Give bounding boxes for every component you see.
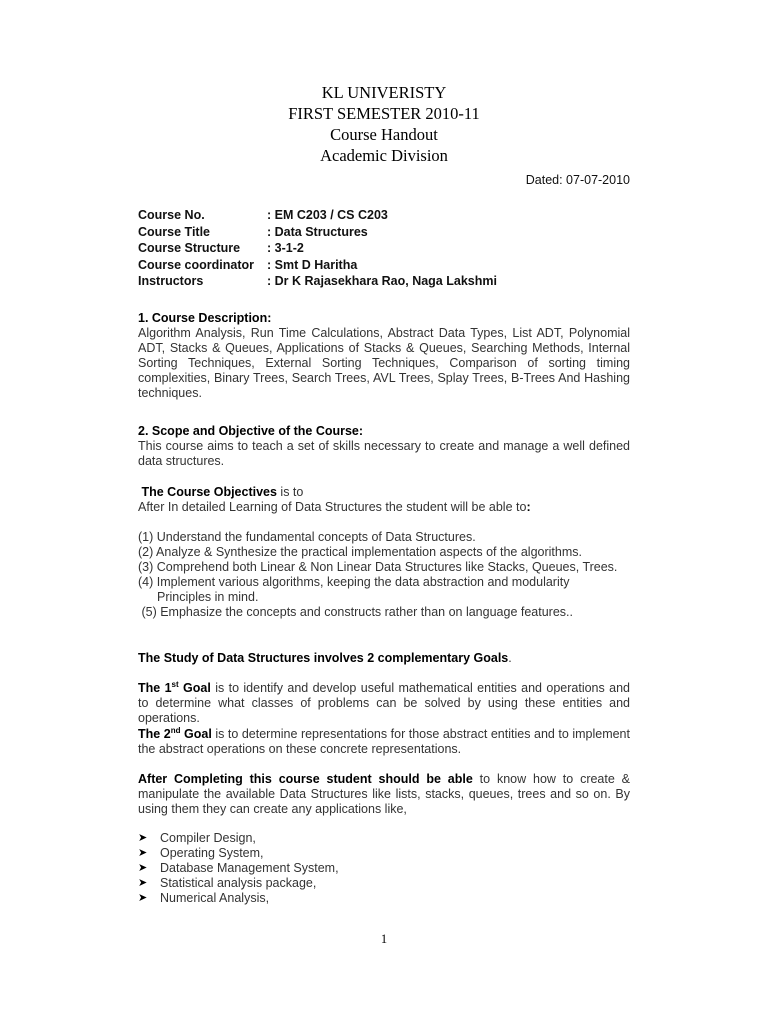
arrow-bullet-icon: ➤ bbox=[138, 877, 148, 889]
list-item bbox=[138, 831, 339, 846]
objective-item: (4) Implement various algorithms, keeping the data abstraction and modularity bbox=[138, 575, 570, 589]
goal-1-text: is to identify and develop useful mathematical entities and operations and to determine what classes of problems can be solved by using these entities and operations. bbox=[138, 681, 630, 725]
course-info-row bbox=[138, 257, 497, 274]
after-completing-text: to know how to create & manipulate the available Data Structures like lists, stacks, queues, trees and so on. By using them they can create any applications like, bbox=[138, 772, 630, 816]
semester-title: FIRST SEMESTER 2010-11 bbox=[288, 104, 480, 123]
objectives-title-bold: The Course Objectives bbox=[141, 485, 277, 499]
list-item-text: Statistical analysis package, bbox=[160, 876, 317, 890]
list-item bbox=[138, 876, 339, 891]
list-item bbox=[138, 891, 339, 906]
course-info-value: : EM C203 / CS C203 bbox=[267, 208, 388, 222]
list-item bbox=[138, 861, 339, 876]
course-info-value: : Dr K Rajasekhara Rao, Naga Lakshmi bbox=[267, 274, 497, 288]
list-item-text: Database Management System, bbox=[160, 861, 339, 875]
after-completing bbox=[138, 772, 630, 817]
objectives-title bbox=[138, 485, 630, 500]
course-info-table bbox=[138, 207, 497, 290]
course-info-value: : Data Structures bbox=[267, 224, 368, 239]
goal-1 bbox=[138, 681, 630, 726]
course-info-row bbox=[138, 273, 497, 290]
list-item bbox=[138, 846, 339, 861]
page-number: 1 bbox=[380, 932, 388, 946]
study-statement-end: . bbox=[508, 651, 512, 665]
course-info-row bbox=[138, 207, 497, 224]
section-heading: 1. Course Description: bbox=[138, 311, 272, 325]
course-info-label: Course Structure bbox=[138, 241, 241, 255]
goal-1-sup: st bbox=[171, 680, 179, 689]
list-item-text: Numerical Analysis, bbox=[160, 891, 270, 905]
division-title: Academic Division bbox=[320, 146, 448, 165]
objective-item: (2) Analyze & Synthesize the practical implementation aspects of the algorithms. bbox=[138, 545, 582, 559]
objective-item: (5) Emphasize the concepts and constructs rather than on language features.. bbox=[138, 605, 573, 619]
university-name: KL UNIVERISTY bbox=[321, 83, 447, 102]
goal-2 bbox=[138, 727, 630, 757]
goal-1-prefix: The 1 bbox=[138, 681, 172, 695]
course-info-label: Instructors bbox=[138, 274, 204, 288]
course-info-row bbox=[138, 224, 497, 241]
goal-1-label: Goal bbox=[178, 681, 211, 695]
handout-title: Course Handout bbox=[330, 125, 438, 144]
course-info-label: Course coordinator bbox=[138, 257, 254, 272]
goal-2-sup: nd bbox=[170, 726, 181, 735]
objectives-title-rest: is to bbox=[276, 485, 304, 499]
after-completing-bold: After Completing this course student should be able bbox=[138, 772, 473, 786]
course-info-label: Course No. bbox=[138, 208, 205, 222]
section-heading: 2. Scope and Objective of the Course: bbox=[138, 424, 364, 438]
objectives-section bbox=[138, 485, 630, 515]
scope-text: This course aims to teach a set of skills necessary to create and manage a well defined data structures. bbox=[138, 439, 630, 468]
list-item-text: Compiler Design, bbox=[160, 831, 256, 845]
course-info-value: : Smt D Haritha bbox=[267, 257, 358, 272]
goal-2-prefix: The 2 bbox=[138, 727, 171, 741]
course-description-section bbox=[138, 311, 630, 401]
objectives-intro-text: After In detailed Learning of Data Structures the student will be able to bbox=[138, 500, 527, 514]
arrow-bullet-icon: ➤ bbox=[138, 832, 148, 844]
goal-2-label: Goal bbox=[180, 727, 212, 741]
list-item-text: Operating System, bbox=[160, 846, 264, 860]
arrow-bullet-icon: ➤ bbox=[138, 847, 148, 859]
course-info-row bbox=[138, 240, 497, 257]
objective-item: (3) Comprehend both Linear & Non Linear Data Structures like Stacks, Queues, Trees. bbox=[138, 560, 618, 574]
applications-list bbox=[138, 831, 339, 906]
study-statement-bold: The Study of Data Structures involves 2 complementary Goals bbox=[138, 651, 509, 665]
objectives-intro-colon: : bbox=[526, 500, 531, 514]
document-header bbox=[0, 82, 768, 166]
objectives-list bbox=[138, 530, 630, 620]
arrow-bullet-icon: ➤ bbox=[138, 862, 148, 874]
study-statement bbox=[138, 651, 630, 666]
scope-section bbox=[138, 424, 630, 469]
objective-item: (1) Understand the fundamental concepts of Data Structures. bbox=[138, 530, 476, 544]
course-info-value: : 3-1-2 bbox=[267, 241, 304, 255]
course-info-label: Course Title bbox=[138, 224, 211, 239]
objectives-intro bbox=[138, 500, 630, 515]
arrow-bullet-icon: ➤ bbox=[138, 892, 148, 904]
goal-2-text: is to determine representations for those abstract entities and to implement the abstract operations on these concrete representations. bbox=[138, 727, 630, 756]
objective-item-continuation: Principles in mind. bbox=[157, 590, 259, 604]
course-description-text: Algorithm Analysis, Run Time Calculations, Abstract Data Types, List ADT, Polynomial ADT, Stacks & Queues, Applications of Stacks & Queues, Searching Methods, Internal Sorting Techniques, External Sorting Techniques, Comparison of sorting timing complexities, Binary Trees, Search Trees, AVL Trees, Splay Trees, B-Trees And Hashing techniques. bbox=[138, 326, 630, 400]
dated-label: Dated: 07-07-2010 bbox=[525, 173, 630, 187]
